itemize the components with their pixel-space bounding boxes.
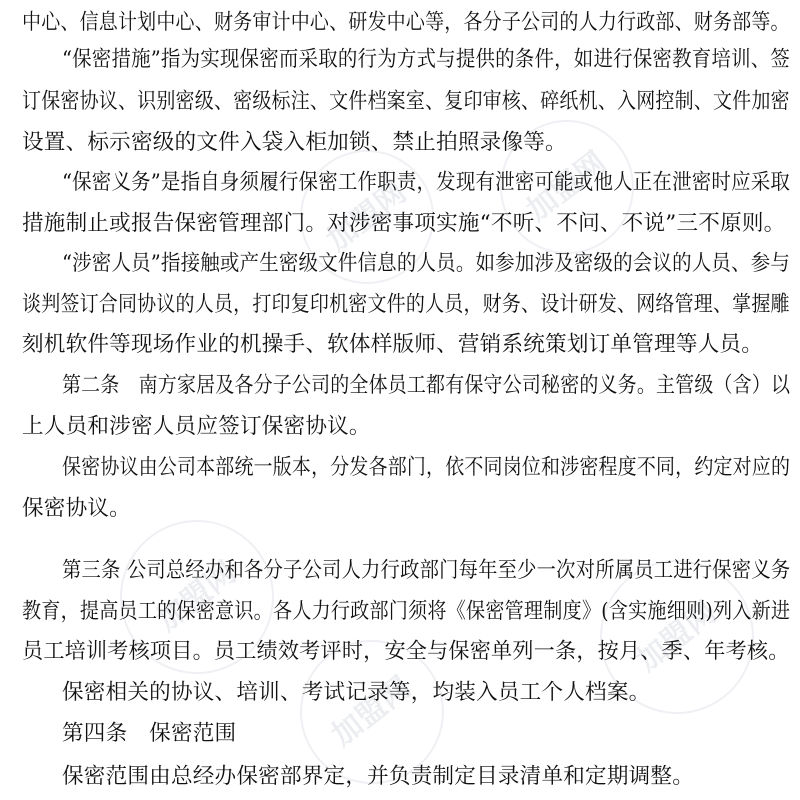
text-line: 措施制止或报告保密管理部门。对涉密事项实施“不听、不问、不说”三不原则。 bbox=[22, 211, 786, 236]
text-line: 保密协议。 bbox=[22, 496, 131, 521]
text-line: “保密措施”指为实现保密而采取的行为方式与提供的条件，如进行保密教育培训、签 bbox=[62, 47, 791, 72]
watermark-text: 加盟网 bbox=[320, 175, 414, 259]
section-heading: 第四条 保密范围 bbox=[62, 721, 237, 746]
watermark-text: 加盟网 bbox=[150, 555, 244, 639]
text-line: 订保密协议、识别密级、密级标注、文件档案室、复印审核、碎纸机、入网控制、文件加密 bbox=[22, 89, 790, 114]
text-line: 谈判签订合同协议的人员，打印复印机密文件的人员，财务、设计研发、网络管理、掌握雕 bbox=[22, 292, 790, 317]
text-line: 教育，提高员工的保密意识。各人力行政部门须将《保密管理制度》(含实施细则)列入新进 bbox=[22, 599, 791, 624]
text-line: 保密范围由总经办保密部界定，并负责制定目录清单和定期调整。 bbox=[62, 764, 695, 789]
watermark-text: 加盟网 bbox=[630, 595, 724, 679]
watermark-text: 加盟网 bbox=[325, 670, 419, 754]
text-line: “涉密人员”指接触或产生密级文件信息的人员。如参加涉及密级的会议的人员、参与 bbox=[62, 251, 791, 276]
watermark-text: 加盟网 bbox=[520, 145, 614, 229]
text-line: 保密协议由公司本部统一版本，分发各部门，依不同岗位和涉密程度不同，约定对应的 bbox=[62, 455, 791, 480]
text-line: 第二条 南方家居及各分子公司的全体员工都有保守公司秘密的义务。主管级（含）以 bbox=[62, 373, 791, 398]
text-line: “保密义务”是指自身须履行保密工作职责，发现有泄密可能或他人正在泄密时应采取 bbox=[62, 170, 791, 195]
text-line: 第三条 公司总经办和各分子公司人力行政部门每年至少一次对所属员工进行保密义务 bbox=[62, 558, 791, 583]
text-line: 设置、标示密级的文件入袋入柜加锁、禁止拍照录像等。 bbox=[22, 130, 567, 155]
text-line: 保密相关的协议、培训、考试记录等，均装入员工个人档案。 bbox=[62, 680, 651, 705]
text-line: 上人员和涉密人员应签订保密协议。 bbox=[22, 414, 371, 439]
text-line: 刻机软件等现场作业的机操手、软体样版师、营销系统策划订单管理等人员。 bbox=[22, 332, 763, 357]
text-line: 中心、信息计划中心、财务审计中心、研发中心等，各分子公司的人力行政部、财务部等。 bbox=[22, 10, 790, 35]
text-line: 员工培训考核项目。员工绩效考评时，安全与保密单列一条，按月、季、年考核。 bbox=[22, 639, 790, 664]
